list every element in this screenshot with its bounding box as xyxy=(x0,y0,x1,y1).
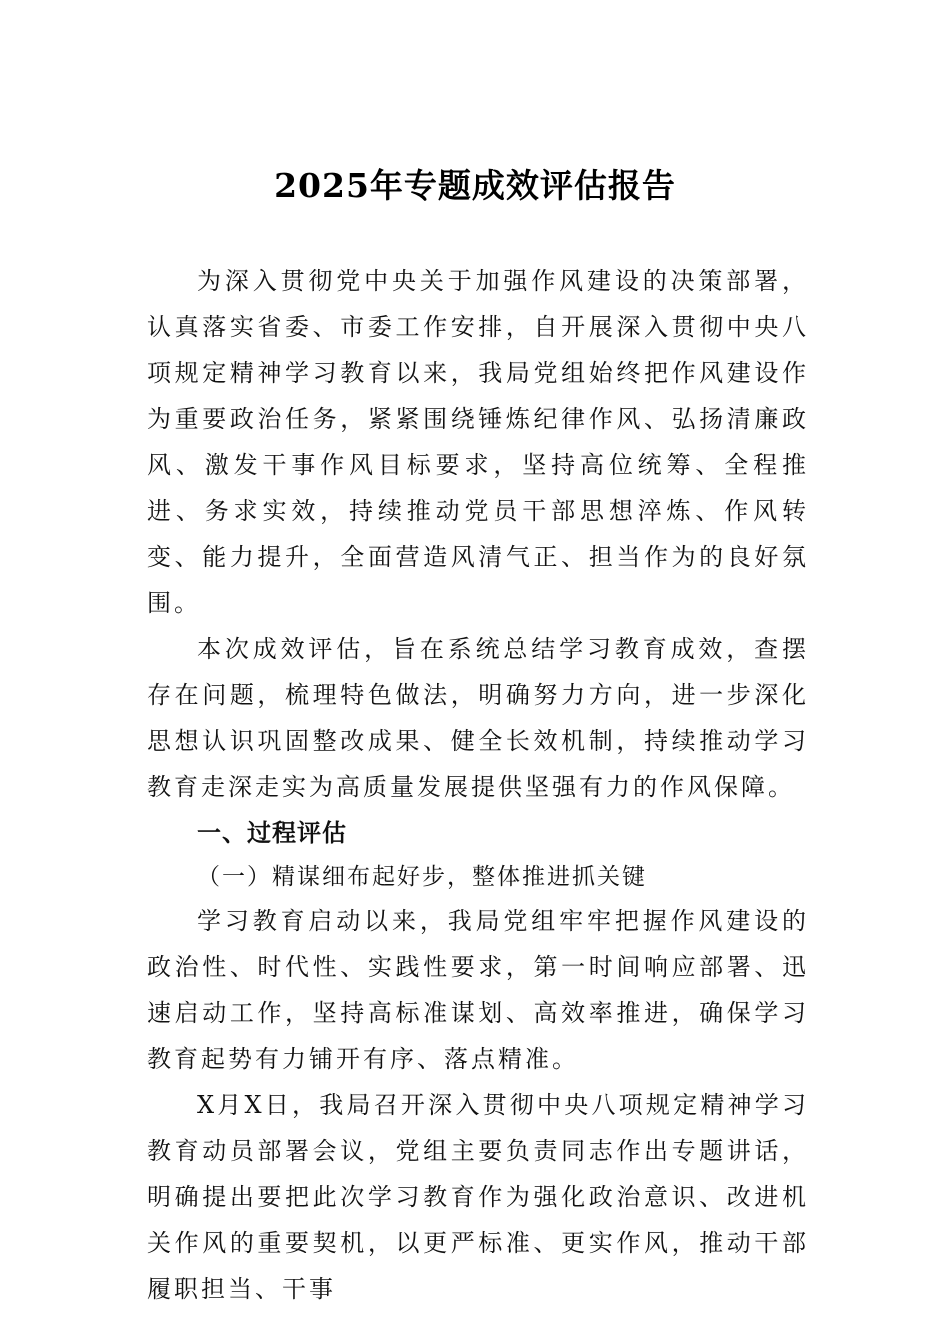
document-body xyxy=(147,258,809,1312)
paragraph-intro: 为深入贯彻党中央关于加强作风建设的决策部署，认真落实省委、市委工作安排，自开展深入贯彻中央八项规定精神学习教育以来，我局党组始终把作风建设作为重要政治任务，紧紧围绕锤炼纪律作风、弘扬清廉政风、激发干事作风目标要求，坚持高位统筹、全程推进、务求实效，持续推动党员干部思想淬炼、作风转变、能力提升，全面营造风清气正、担当作为的良好氛围。 xyxy=(147,267,809,617)
paragraph-launch: 学习教育启动以来，我局党组牢牢把握作风建设的政治性、时代性、实践性要求，第一时间响应部署、迅速启动工作，坚持高标准谋划、高效率推进，确保学习教育起势有力铺开有序、落点精准。 xyxy=(147,907,809,1073)
paragraph-purpose: 本次成效评估，旨在系统总结学习教育成效，查摆存在问题，梳理特色做法，明确努力方向，进一步深化思想认识巩固整改成果、健全长效机制，持续推动学习教育走深走实为高质量发展提供坚强有力的作风保障。 xyxy=(147,635,809,801)
subsection-heading-planning: （一）精谋细布起好步，整体推进抓关键 xyxy=(197,864,647,890)
section-heading-process-evaluation: 一、过程评估 xyxy=(197,819,347,847)
paragraph-meeting: X月X日，我局召开深入贯彻中央八项规定精神学习教育动员部署会议，党组主要负责同志作出专题讲话，明确提出要把此次学习教育作为强化政治意识、改进机关作风的重要契机，以更严标准、更实作风，推动干部履职担当、干事 xyxy=(147,1091,809,1303)
document-title: 2025年专题成效评估报告 xyxy=(274,166,676,205)
